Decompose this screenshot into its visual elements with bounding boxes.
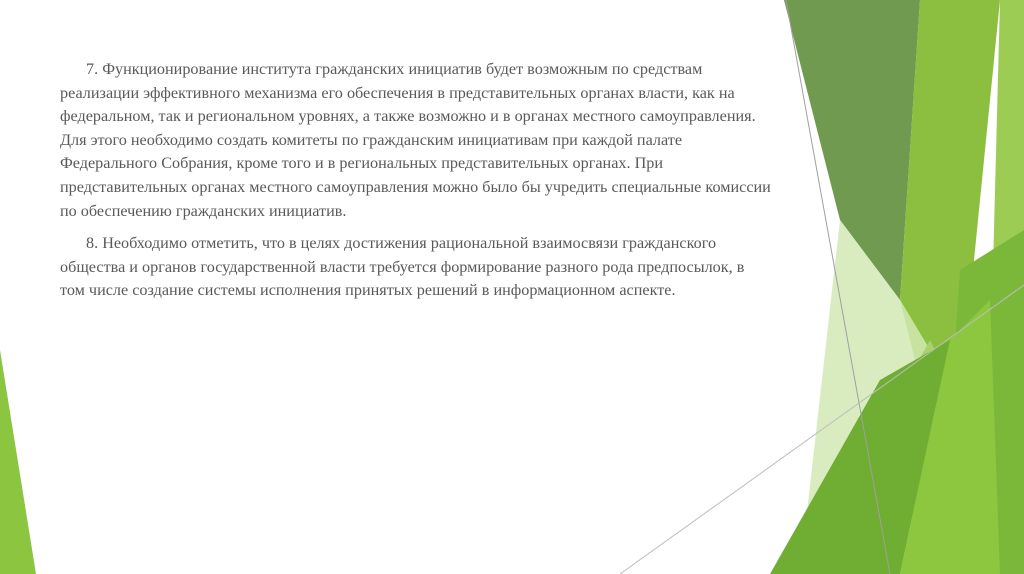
paragraph-7: 7. Функционирование института гражданских инициатив будет возможным по средствам реализации эффективного механизма его обеспечения в представительных органах власти, как на федеральном, так и региональном уровнях, а также возможно и в органах местного самоуправления. Для этого необходимо создать комитеты по гражданским инициативам при каждой палате Федерального Собрания, кроме того и в региональных представительных органах. При представительных органах местного самоуправления можно было бы учредить специальные комиссии по обеспечению гражданских инициатив. bbox=[60, 60, 771, 220]
slide-body bbox=[60, 58, 772, 312]
paragraph-8: 8. Необходимо отметить, что в целях достижения рациональной взаимосвязи гражданского общества и органов государственной власти требуется формирование разного рода предпосылок, в том числе создание системы исполнения принятых решений в информационном аспекте. bbox=[60, 234, 745, 300]
left-green-sliver bbox=[0, 350, 36, 574]
